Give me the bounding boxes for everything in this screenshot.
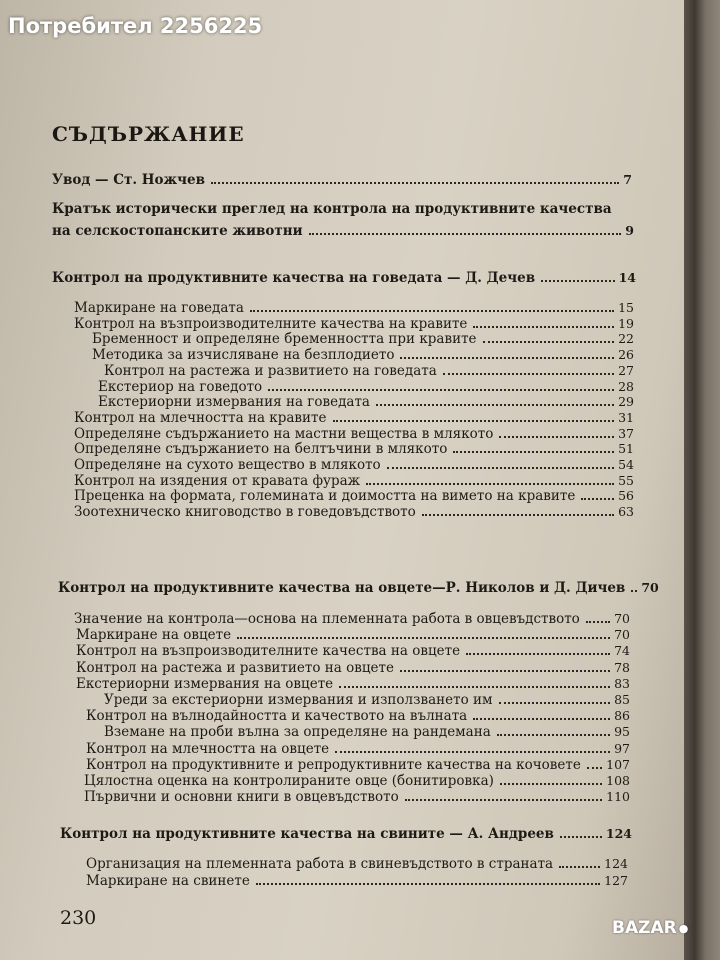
toc-entry-title: Значение на контрола—основа на племенната работа в овцевъдството xyxy=(74,611,580,627)
dot-leader xyxy=(237,637,610,639)
toc-entry-page: 70 xyxy=(614,611,630,626)
dot-leader xyxy=(500,783,602,785)
toc-entry-page: 83 xyxy=(614,675,630,691)
toc-entry-title: Увод — Ст. Ножчев xyxy=(52,172,205,188)
toc-entry-title: Определяне съдържанието на белтъчини в млякото xyxy=(74,441,448,458)
toc-section-pigs xyxy=(60,826,632,842)
dot-leader xyxy=(631,590,637,592)
toc-entry-title: Контрол на продуктивните и репродуктивните качества на кочовете xyxy=(86,756,581,773)
toc-entry xyxy=(76,660,630,676)
toc-entry-title: Определяне съдържанието на мастни вещества в млякото xyxy=(74,425,494,442)
dot-leader xyxy=(559,866,600,868)
toc-entry-page: 108 xyxy=(606,773,630,788)
toc-entry-title: Контрол на възпроизводителните качества на овцете xyxy=(76,643,461,660)
dot-leader xyxy=(466,653,610,655)
toc-entry-page: 97 xyxy=(614,740,630,756)
toc-entry-page: 22 xyxy=(618,331,634,347)
toc-entry xyxy=(74,473,634,489)
toc-entry-page: 27 xyxy=(618,362,634,378)
dot-leader xyxy=(587,767,602,769)
dot-leader xyxy=(422,514,614,516)
dot-leader xyxy=(499,436,614,438)
toc-entry-title: Уреди за екстериорни измервания и използването им xyxy=(104,692,493,708)
toc-entry xyxy=(74,426,634,442)
toc-entry-page: 70 xyxy=(641,580,659,595)
toc-entry xyxy=(98,394,634,410)
toc-entry-page: 15 xyxy=(618,300,634,315)
dot-leader xyxy=(473,326,614,328)
toc-entry xyxy=(76,676,630,692)
toc-entry-title: Организация на племенната работа в свиневъдството в страната xyxy=(86,856,554,872)
toc-entry xyxy=(98,379,634,395)
toc-entry xyxy=(74,611,630,627)
toc-entry-page: 127 xyxy=(604,872,628,888)
toc-entry-title: Екстериор на говедото xyxy=(98,378,263,395)
toc-entry-title: Методика за изчисляване на безплодието xyxy=(92,347,395,364)
toc-entry-title: Преценка на формата, големината и доимостта на вимето на кравите xyxy=(74,488,576,505)
toc-entry-page: 107 xyxy=(606,756,630,772)
toc-entry-title: Контрол на възпроизводителните качества на кравите xyxy=(74,315,468,332)
dot-leader xyxy=(387,467,614,469)
toc-entry-title: Контрол на изядения от кравата фураж xyxy=(74,472,361,489)
toc-entry-title: Контрол на растежа и развитието на овцете xyxy=(76,659,394,676)
toc-entry-page: 124 xyxy=(604,856,628,871)
toc-entry-page: 124 xyxy=(605,826,632,841)
toc-entry-page: 29 xyxy=(618,394,634,410)
dot-leader xyxy=(400,670,610,672)
toc-entry-page: 56 xyxy=(618,488,634,504)
toc-entry-history-line1: Кратък исторически преглед на контрола на продуктивните качества xyxy=(52,201,612,217)
toc-entry-page: 51 xyxy=(618,441,634,457)
dot-leader xyxy=(443,373,614,375)
toc-entry xyxy=(74,316,634,332)
dot-leader xyxy=(250,310,614,312)
toc-entry xyxy=(92,331,634,347)
toc-entry-page: 31 xyxy=(618,409,634,425)
dot-leader xyxy=(405,799,602,801)
page-number: 230 xyxy=(60,907,97,929)
toc-entry-page: 55 xyxy=(618,472,634,488)
dot-leader xyxy=(256,883,600,885)
toc-entry-title: Първични и основни книги в овцевъдството xyxy=(84,789,399,806)
toc-entry xyxy=(86,741,630,757)
toc-entry-title: Екстериорни измервания на овцете xyxy=(76,675,334,692)
toc-entry xyxy=(76,627,630,643)
dot-leader xyxy=(400,357,614,359)
toc-entry-page: 37 xyxy=(618,425,634,441)
toc-entry-title: Определяне на сухото вещество в млякото xyxy=(74,457,381,473)
toc-entry xyxy=(104,692,630,708)
toc-entry-page: 95 xyxy=(614,724,630,740)
toc-entry-title: Бременност и определяне бременността при кравите xyxy=(92,331,477,348)
toc-entry xyxy=(74,441,634,457)
toc-entry-page: 63 xyxy=(618,504,634,520)
toc-entry-title: Контрол на растежа и развитието на говедата xyxy=(104,362,437,379)
dot-leader xyxy=(339,686,610,688)
toc-entry xyxy=(74,410,634,426)
toc-entry-title: Маркиране на овцете xyxy=(76,627,232,644)
toc-entry-title: Контрол на млечността на овцете xyxy=(86,740,330,757)
dot-leader xyxy=(473,718,610,720)
toc-entry-page: 78 xyxy=(614,659,630,675)
toc-entry-title: Контрол на продуктивните качества на говедата — Д. Дечев xyxy=(52,270,536,286)
toc-section-sheep xyxy=(58,580,659,596)
dot-leader xyxy=(335,751,610,753)
dot-leader xyxy=(483,341,615,343)
toc-entry-page: 9 xyxy=(625,223,634,238)
toc-entry xyxy=(104,363,634,379)
toc-entry xyxy=(74,300,634,316)
toc-entry-title: Маркиране на говедата xyxy=(74,300,244,316)
toc-entry-page: 74 xyxy=(614,643,630,659)
toc-entry-page: 14 xyxy=(618,270,636,285)
toc-entry xyxy=(76,643,630,659)
dot-leader xyxy=(453,451,614,453)
toc-entry-title: Контрол на вълнодайността и качеството на вълната xyxy=(86,708,468,725)
toc-entry-title: Маркиране на свинете xyxy=(86,872,250,889)
toc-entry-page: 54 xyxy=(618,457,634,472)
bazar-logo: BAZAR ● xyxy=(612,918,689,938)
toc-entry xyxy=(86,708,630,724)
dot-leader xyxy=(376,404,614,406)
toc-entry xyxy=(86,873,628,889)
dot-leader xyxy=(366,483,614,485)
toc-entry-page: 26 xyxy=(618,347,634,363)
toc-entry-page: 86 xyxy=(614,708,630,724)
toc-entry xyxy=(84,773,630,789)
logo-text: BAZAR xyxy=(612,918,677,938)
toc-entry-page: 70 xyxy=(614,627,630,643)
toc-entry xyxy=(86,757,630,773)
toc-entry-page: 110 xyxy=(606,789,630,805)
toc-entry-title: Зоотехническо книговодство в говедовъдството xyxy=(74,504,416,521)
dot-leader xyxy=(586,621,610,623)
toc-entry-page: 7 xyxy=(623,172,632,187)
toc-entry-history xyxy=(52,223,634,239)
toc-entry xyxy=(84,789,630,805)
dot-leader xyxy=(497,734,610,736)
dot-leader xyxy=(211,182,619,184)
toc-entry-title: Екстериорни измервания на говедата xyxy=(98,394,370,411)
dot-leader xyxy=(268,389,614,391)
dot-leader xyxy=(581,498,614,500)
toc-entry-page: 28 xyxy=(618,378,634,394)
user-watermark: Потребител 2256225 xyxy=(8,14,263,38)
toc-entry-title: Контрол на продуктивните качества на свините — А. Андреев xyxy=(60,826,554,842)
toc-entry-title: на селскостопанските животни xyxy=(52,223,303,239)
toc-entry xyxy=(104,724,630,740)
dot-leader xyxy=(309,233,622,235)
toc-entry xyxy=(74,457,634,473)
toc-section-cattle xyxy=(52,270,636,286)
toc-entry-title: Контрол на млечността на кравите xyxy=(74,409,327,426)
page-title: СЪДЪРЖАНИЕ xyxy=(52,122,245,146)
toc-entry-page: 19 xyxy=(618,315,634,331)
dot-leader xyxy=(560,836,602,838)
dot-leader xyxy=(541,280,614,282)
toc-entry xyxy=(74,504,634,520)
dot-leader xyxy=(499,702,611,704)
toc-entry-title: Вземане на проби вълна за определяне на рандемана xyxy=(104,724,491,741)
toc-entry xyxy=(92,347,634,363)
toc-entry-title: Цялостна оценка на контролираните овце (бонитировка) xyxy=(84,773,494,789)
toc-entry-title: Контрол на продуктивните качества на овцете—Р. Николов и Д. Дичев xyxy=(58,580,626,596)
dot-leader xyxy=(333,420,615,422)
toc-entry-page: 85 xyxy=(614,692,630,707)
toc-entry xyxy=(86,856,628,872)
toc-entry xyxy=(74,488,634,504)
toc-entry-intro xyxy=(52,172,632,188)
